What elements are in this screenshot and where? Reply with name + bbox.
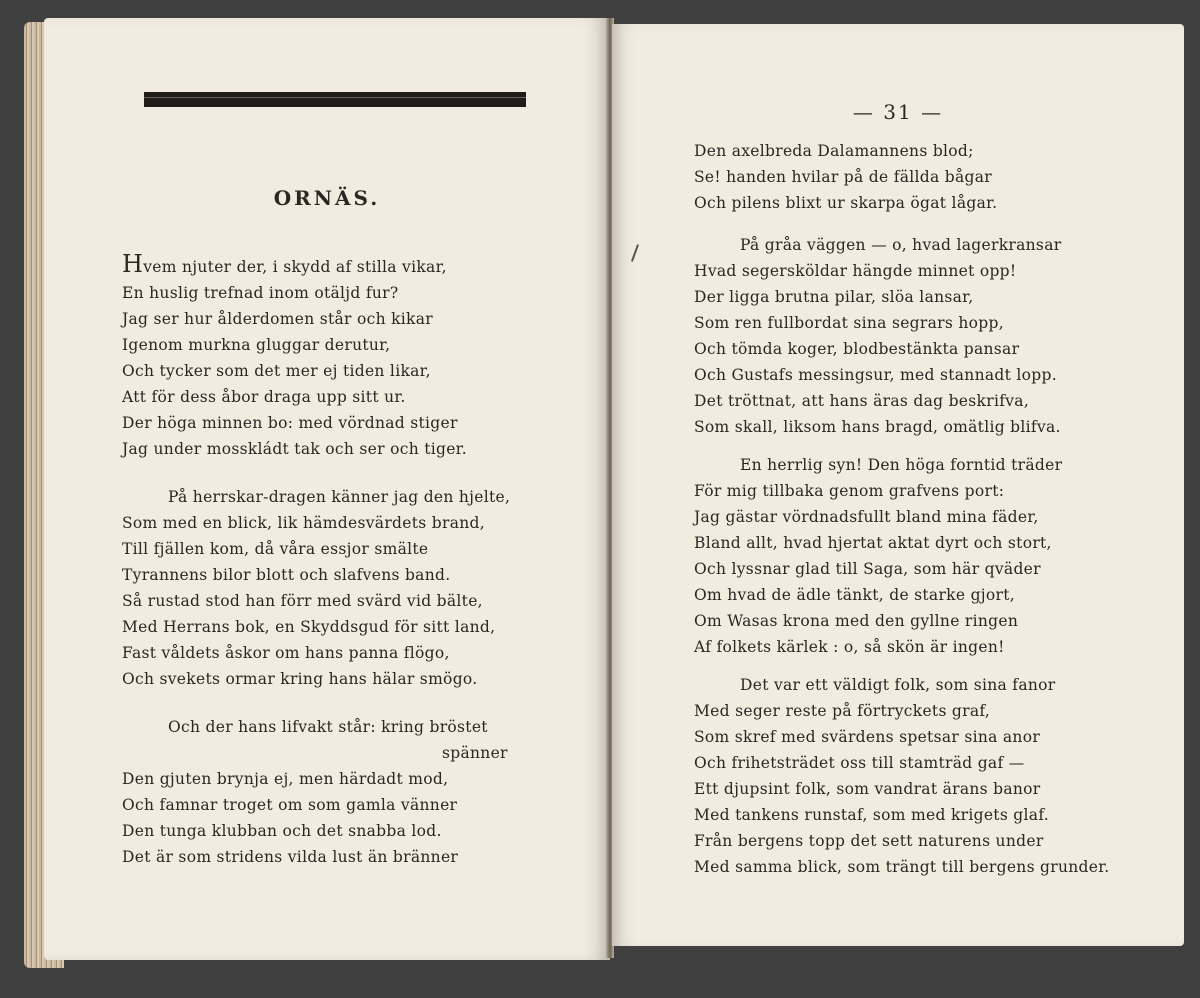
stanza-2	[122, 484, 510, 692]
stanza-5	[694, 452, 1062, 660]
verse-line: Af folkets kärlek : o, så skön är ingen!	[694, 638, 1005, 656]
verse-line: Och tycker som det mer ej tiden likar,	[122, 362, 431, 380]
verse-line: Och der hans lifvakt står: kring bröstet	[168, 718, 488, 736]
verse-line: Den axelbreda Dalamannens blod;	[694, 142, 974, 160]
stanza-3	[122, 714, 508, 870]
verse-line: Som skall, liksom hans bragd, omätlig blifva.	[694, 418, 1061, 436]
stanza-continued	[694, 138, 997, 216]
verse-line: Med tankens runstaf, som med krigets glaf.	[694, 806, 1050, 824]
verse-line: Fast våldets åskor om hans panna flögo,	[122, 644, 450, 662]
verse-line: Så rustad stod han förr med svärd vid bälte,	[122, 592, 483, 610]
verse-line: Om hvad de ädle tänkt, de starke gjort,	[694, 586, 1016, 604]
verse-line: Igenom murkna gluggar derutur,	[122, 336, 391, 354]
verse-line: För mig tillbaka genom grafvens port:	[694, 482, 1005, 500]
decorative-rule	[144, 92, 526, 106]
verse-line: Det är som stridens vilda lust än bränner	[122, 848, 459, 866]
verse-line: Hvem njuter der, i skydd af stilla vikar,	[122, 250, 447, 278]
right-page	[612, 24, 1184, 946]
page-number: — 31 —	[852, 100, 944, 124]
verse-line: Med seger reste på förtryckets graf,	[694, 702, 991, 720]
verse-line: Om Wasas krona med den gyllne ringen	[694, 612, 1019, 630]
verse-line: Jag ser hur ålderdomen står och kikar	[122, 310, 433, 328]
verse-line: Och famnar troget om som gamla vänner	[122, 796, 458, 814]
poem-title: ORNÄS.	[273, 186, 381, 210]
stanza-6	[694, 672, 1109, 880]
verse-line: Från bergens topp det sett naturens under	[694, 832, 1044, 850]
verse-line: Som skref med svärdens spetsar sina anor	[694, 728, 1041, 746]
verse-line-continuation: spänner	[442, 744, 508, 762]
initial-letter: H	[122, 250, 144, 278]
verse-line: Jag under mosskládt tak och ser och tiger.	[122, 440, 467, 458]
verse-line: Och svekets ormar kring hans hälar smögo.	[122, 670, 478, 688]
verse-line: Till fjällen kom, då våra essjor smälte	[122, 540, 429, 558]
verse-line: Som med en blick, lik hämdesvärdets brand,	[122, 514, 485, 532]
left-page	[44, 18, 610, 960]
stanza-1	[122, 250, 467, 462]
verse-line: Och tömda koger, blodbestänkta pansar	[694, 340, 1020, 358]
verse-line: På herrskar-dragen känner jag den hjelte,	[168, 488, 511, 506]
verse-line: Med Herrans bok, en Skyddsgud för sitt land,	[122, 618, 496, 636]
verse-line: Med samma blick, som trängt till bergens grunder.	[694, 858, 1110, 876]
verse-line: Der ligga brutna pilar, slöa lansar,	[694, 288, 974, 306]
stanza-4	[694, 232, 1061, 440]
verse-line: Tyrannens bilor blott och slafvens band.	[122, 566, 451, 584]
verse-line: Och lyssnar glad till Saga, som här qväder	[694, 560, 1041, 578]
verse-line: På gråa väggen — o, hvad lagerkransar	[740, 236, 1062, 254]
verse-line: Det var ett väldigt folk, som sina fanor	[740, 676, 1056, 694]
verse-line: Jag gästar vördnadsfullt bland mina fäder,	[694, 508, 1039, 526]
verse-line: Och pilens blixt ur skarpa ögat lågar.	[694, 194, 998, 212]
verse-line: Att för dess åbor draga upp sitt ur.	[122, 388, 406, 406]
verse-line: Och Gustafs messingsur, med stannadt lopp.	[694, 366, 1057, 384]
verse-line: Och frihetsträdet oss till stamträd gaf —	[694, 754, 1025, 772]
verse-line: Der höga minnen bo: med vördnad stiger	[122, 414, 458, 432]
verse-line: Ett djupsint folk, som vandrat ärans banor	[694, 780, 1041, 798]
verse-line: Den gjuten brynja ej, men härdadt mod,	[122, 770, 449, 788]
verse-line: Bland allt, hvad hjertat aktat dyrt och stort,	[694, 534, 1052, 552]
verse-line: Det tröttnat, att hans äras dag beskrifva,	[694, 392, 1030, 410]
verse-line: Den tunga klubban och det snabba lod.	[122, 822, 442, 840]
verse-line: Hvad segersköldar hängde minnet opp!	[694, 262, 1017, 280]
verse-line: En herrlig syn! Den höga forntid träder	[740, 456, 1063, 474]
pencil-mark	[631, 244, 639, 262]
verse-line: Se! handen hvilar på de fällda bågar	[694, 168, 993, 186]
verse-line: En huslig trefnad inom otäljd fur?	[122, 284, 399, 302]
verse-line: Som ren fullbordat sina segrars hopp,	[694, 314, 1004, 332]
